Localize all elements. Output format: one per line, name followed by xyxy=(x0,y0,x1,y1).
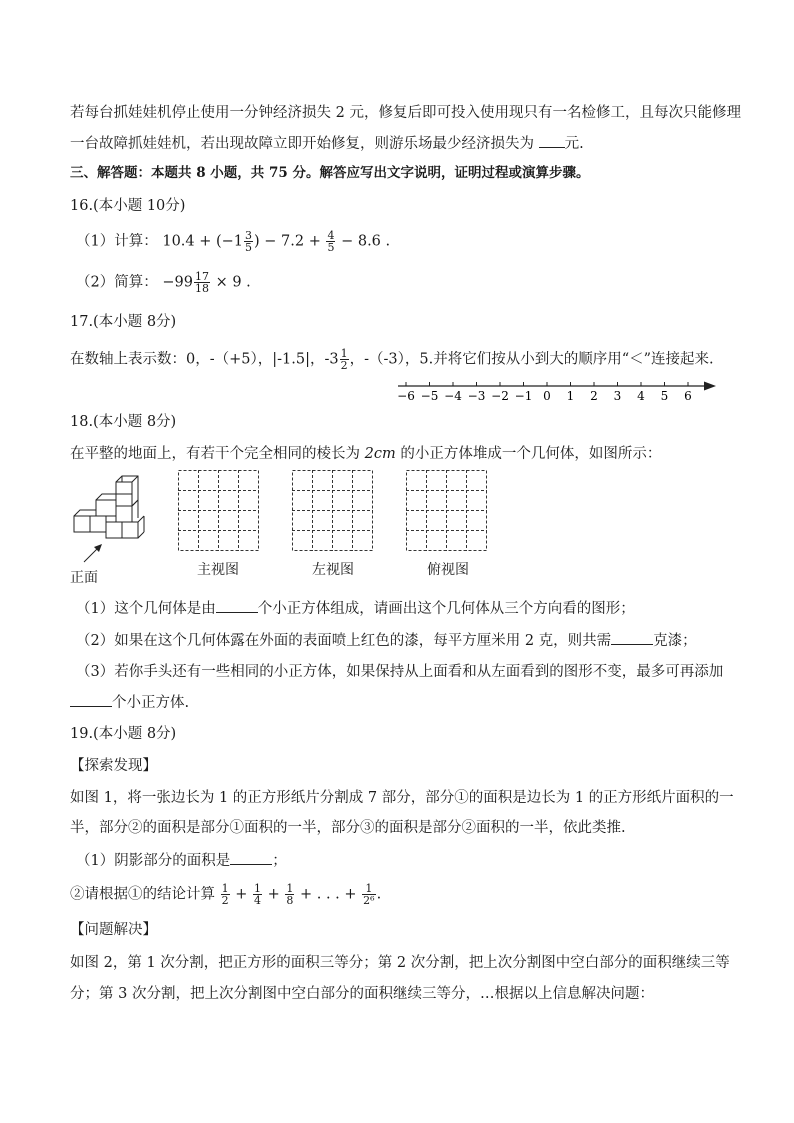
fraction: $\frac{1}{2}$ xyxy=(340,347,348,372)
fraction: $\frac{3}{5}$ xyxy=(245,229,253,254)
top-view-label: 俯视图 xyxy=(427,562,469,578)
text-line: 分；第 3 次分割，把上次分割图中空白部分的面积继续三等分，…根据以上信息解决问题： xyxy=(70,986,654,1002)
q18-sub3: （3）若你手头还有一些相同的小正方体，如果保持从上面看和从左面看到的图形不变，最多可再添加 xyxy=(76,664,724,680)
fraction: $\frac{1}{4}$ xyxy=(253,882,261,907)
tick-label: 0 xyxy=(543,389,551,403)
fraction: $\frac{17}{18}$ xyxy=(194,270,209,295)
tick-label: 6 xyxy=(684,389,692,403)
q19-sub2: ②请根据①的结论计算 $\frac{1}{2}$ + $\frac{1}{4}$ + $\frac{1}{8}$ + . . . + $\frac{1}{\text{2⁶}}$ . xyxy=(70,882,382,907)
subheading: 【探索发现】 xyxy=(70,758,157,774)
q18-sub2: （2）如果在这个几何体露在外面的表面喷上红色的漆，每平方厘米用 2 克，则共需 克漆； xyxy=(76,630,697,651)
tick-label: 2 xyxy=(590,389,598,403)
answer-blank xyxy=(611,630,653,645)
number-line xyxy=(390,378,720,402)
tick-label: −5 xyxy=(420,389,439,403)
fraction: $\frac{4}{5}$ xyxy=(327,229,335,254)
tick-label: 3 xyxy=(613,389,622,403)
question-header: 19.(本小题 8分) xyxy=(70,726,177,742)
answer-blank xyxy=(539,133,565,148)
text-line: 如图 1，将一张边长为 1 的正方形纸片分割成 7 部分，部分①的面积是边长为 1 的正方形纸片面积的一 xyxy=(70,790,734,806)
text-line: 半，部分②的面积是部分①面积的一半，部分③的面积是部分②面积的一半，依此类推. xyxy=(70,820,626,836)
tick-label: −3 xyxy=(467,389,486,403)
question-header: 16.(本小题 10分) xyxy=(70,198,186,214)
answer-blank xyxy=(216,598,258,613)
q18-sub1: （1）这个几何体是由 个小正方体组成，请画出这个几何体从三个方向看的图形； xyxy=(76,598,635,619)
tick-label: 4 xyxy=(637,389,645,403)
text-line: 如图 2，第 1 次分割，把正方形的面积三等分；第 2 次分割，把上次分割图中空白部分的面积继续三等 xyxy=(70,955,730,971)
tick-label: −2 xyxy=(491,389,509,403)
fraction: $\frac{1}{\text{2⁶}}$ xyxy=(363,882,375,907)
left-view-grid xyxy=(292,470,374,554)
q16-part1: （1）计算： 10.4 + (−1 $\frac{3}{5}$ ) − 7.2 + $\frac{4}{5}$ − 8.6 . xyxy=(76,229,391,254)
q19-sub1: （1）阴影部分的面积是 ； xyxy=(76,850,287,871)
subheading: 【问题解决】 xyxy=(70,922,157,938)
answer-blank xyxy=(230,850,272,865)
top-view-grid xyxy=(406,470,488,554)
fraction: $\frac{1}{8}$ xyxy=(286,882,294,907)
front-view-grid xyxy=(178,470,260,554)
question-header: 17.(本小题 8分) xyxy=(70,314,177,330)
tick-label: −4 xyxy=(444,389,462,403)
fraction: $\frac{1}{2}$ xyxy=(221,882,229,907)
tick-label: 5 xyxy=(660,389,669,403)
front-label: 正面 xyxy=(70,570,98,586)
q18-sub3-cont: 个小正方体. xyxy=(70,692,189,713)
q17-text: 在数轴上表示数：0，-（+5），|-1.5|，-3 $\frac{1}{2}$ ，-（-3），5.并将它们按从小到大的顺序用“＜”连接起来. xyxy=(70,347,714,372)
answer-blank xyxy=(70,692,112,707)
question-header: 18.(本小题 8分) xyxy=(70,414,177,430)
text-line: 若每台抓娃娃机停止使用一分钟经济损失 2 元，修复后即可投入使用现只有一名检修工，且每次只能修理 xyxy=(70,105,741,121)
front-view-label: 主视图 xyxy=(197,562,239,578)
left-view-label: 左视图 xyxy=(312,562,354,578)
q16-part2: （2）简算： −99 $\frac{17}{18}$ × 9 . xyxy=(76,270,251,295)
cube-stack-figure xyxy=(70,470,150,570)
q18-intro: 在平整的地面上，有若干个完全相同的棱长为 2cm 的小正方体堆成一个几何体，如图所示： xyxy=(70,446,662,462)
tick-label: −6 xyxy=(397,389,415,403)
tick-label: −1 xyxy=(514,389,533,403)
tick-label: 1 xyxy=(566,389,575,403)
section-heading: 三、解答题：本题共 8 小题，共 75 分。解答应写出文字说明，证明过程或演算步骤。 xyxy=(70,165,590,181)
text-line: 一台故障抓娃娃机，若出现故障立即开始修复，则游乐场最少经济损失为 元. xyxy=(70,133,584,154)
